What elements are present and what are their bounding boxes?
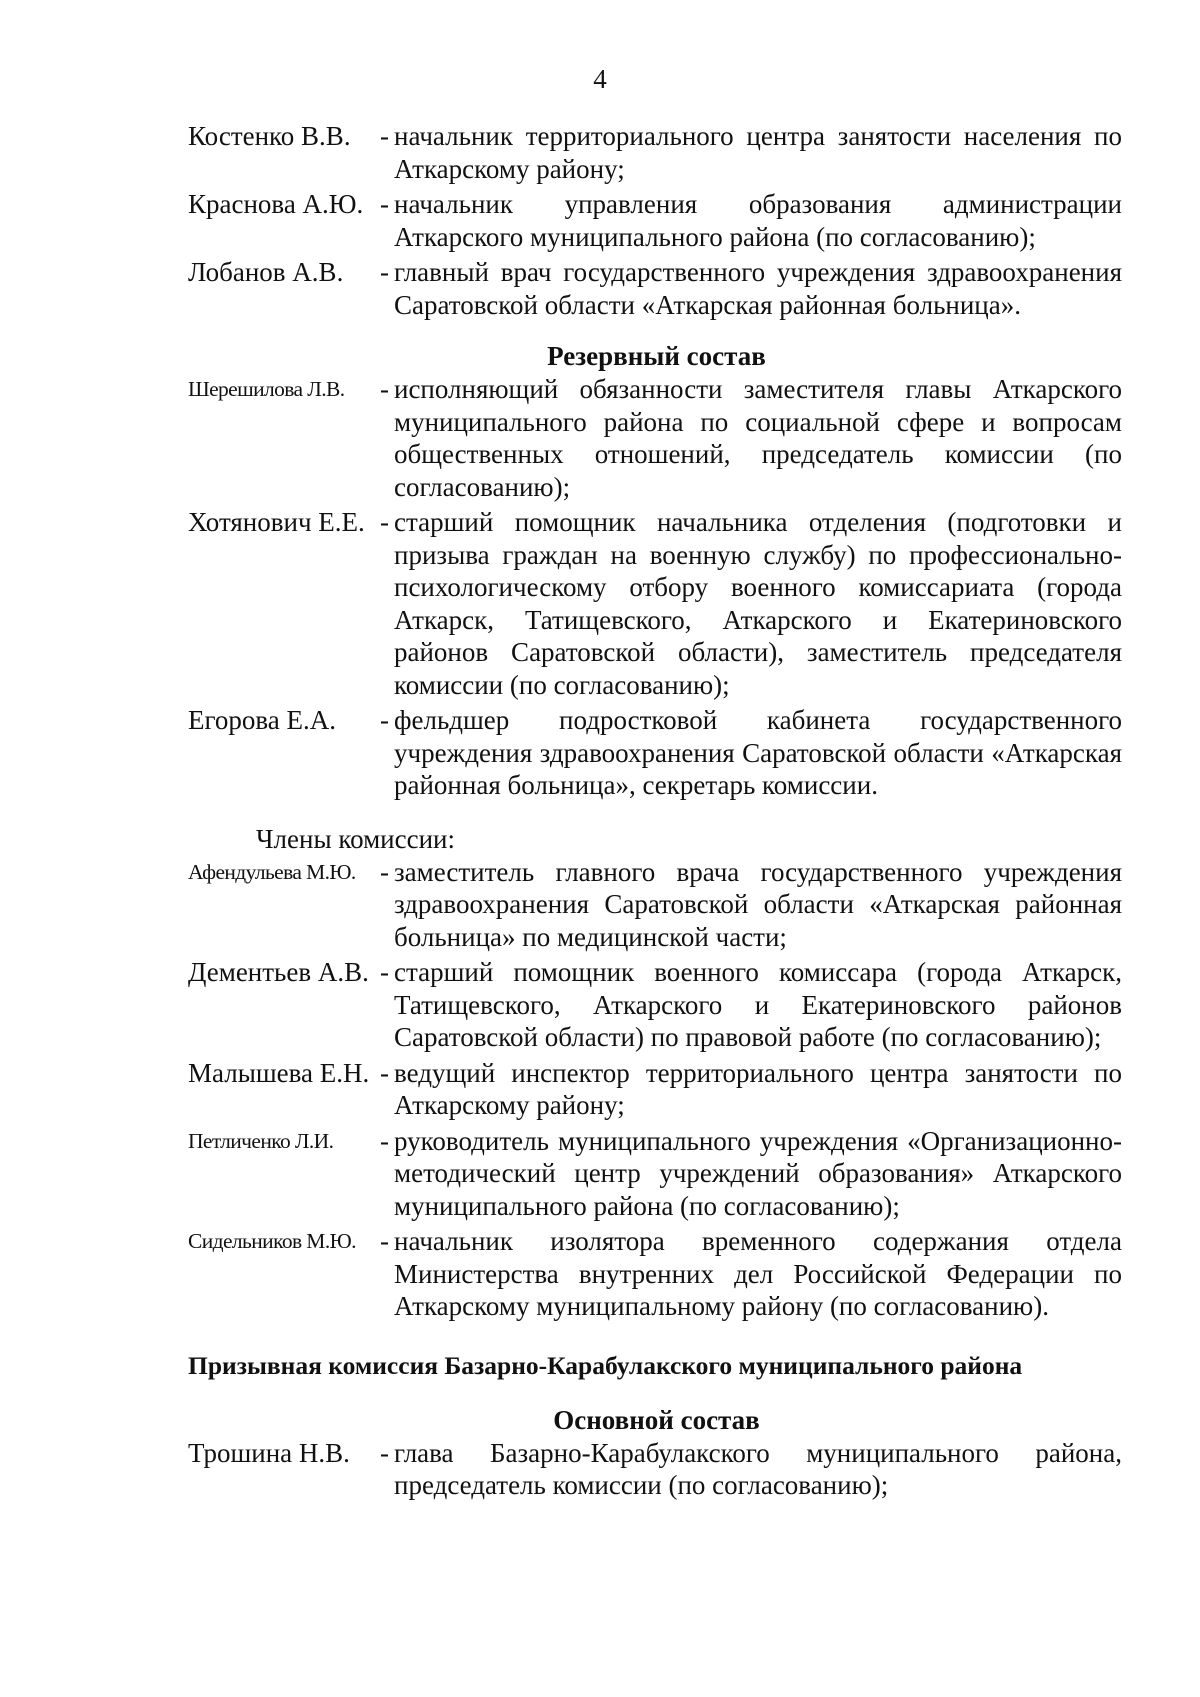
member-entry	[188, 1125, 1122, 1223]
member-description: главный врач государственного учреждения здравоохранения Саратовской области «Аткарская районная больница».	[394, 257, 1122, 320]
member-name: Костенко В.В.	[188, 121, 351, 151]
dash: -	[380, 374, 389, 404]
member-description: глава Базарно-Карабулакского муниципального района, председатель комиссии (по согласованию);	[394, 1437, 1122, 1500]
member-entry	[188, 373, 1122, 503]
dash: -	[380, 1125, 389, 1156]
member-description: начальник территориального центра занятости населения по Аткарскому району;	[394, 121, 1122, 184]
member-name: Краснова А.Ю.	[188, 189, 364, 219]
main-title: Основной состав	[553, 1404, 760, 1435]
dash: -	[380, 957, 389, 987]
dash: -	[380, 1057, 389, 1088]
member-name: Петличенко Л.И.	[188, 1128, 334, 1153]
dash: -	[380, 705, 389, 735]
member-name: Хотянович Е.Е.	[188, 507, 365, 537]
member-entry	[188, 120, 1122, 185]
dash: -	[380, 1226, 389, 1256]
member-description: начальник управления образования администрации Аткарского муниципального района (по согласованию);	[394, 189, 1122, 252]
member-description: заместитель главного врача государственного учреждения здравоохранения Саратовской области «Аткарская районная больница» по медицинской части;	[394, 856, 1122, 952]
member-description: руководитель муниципального учреждения «Организационно-методический центр учреждений образования» Аткарского муниципального района (по согласованию);	[394, 1125, 1122, 1221]
member-entry	[188, 704, 1122, 802]
member-entry	[188, 856, 1122, 954]
commission-title: Призывная комиссия Базарно-Карабулакского муниципального района	[188, 1350, 1023, 1380]
dash: -	[380, 257, 389, 287]
dash: -	[380, 121, 389, 151]
member-name: Сидельников М.Ю.	[188, 1229, 356, 1253]
member-entry	[188, 956, 1122, 1054]
member-entry	[188, 1437, 1122, 1502]
document-body	[188, 120, 1122, 1505]
member-description: фельдшер подростковой кабинета государственного учреждения здравоохранения Саратовской области «Аткарская районная больница», секретарь комиссии.	[394, 705, 1122, 800]
dash: -	[380, 1437, 389, 1468]
dash: -	[380, 189, 389, 219]
members-label: Члены комиссии:	[256, 823, 455, 854]
member-entry	[188, 188, 1122, 253]
member-entry	[188, 506, 1122, 701]
member-description: старший помощник военного комиссара (города Аткарск, Татищевского, Аткарского и Екатериновского районов Саратовской области) по правовой работе (по согласованию);	[394, 957, 1122, 1052]
member-name: Афендульева М.Ю.	[188, 859, 356, 884]
member-name: Трошина Н.В.	[188, 1437, 350, 1468]
member-name: Егорова Е.А.	[188, 705, 337, 735]
dash: -	[380, 856, 389, 887]
member-name: Дементьев А.В.	[188, 957, 369, 987]
member-description: исполняющий обязанности заместителя главы Аткарского муниципального района по социальной сфере и вопросам общественных отношений, председатель комиссии (по согласованию);	[394, 374, 1122, 502]
member-name: Шерешилова Л.В.	[188, 377, 345, 401]
member-entry	[188, 1057, 1122, 1122]
member-entry	[188, 256, 1122, 321]
reserve-title: Резервный состав	[547, 341, 766, 371]
member-description: старший помощник начальника отделения (подготовки и призыва граждан на военную службу) по профессионально-психологическому отбору военного комиссариата (города Аткарск, Татищевского, Аткарского и Екатериновского районов Саратовской области), заместитель председателя комиссии (по согласованию);	[394, 507, 1122, 700]
dash: -	[380, 507, 389, 537]
member-name: Малышева Е.Н.	[188, 1057, 370, 1088]
member-name: Лобанов А.В.	[188, 257, 344, 287]
member-description: начальник изолятора временного содержания отдела Министерства внутренних дел Российской Федерации по Аткарскому муниципальному району (по согласованию).	[394, 1226, 1122, 1321]
page-number: 4	[593, 64, 607, 94]
member-entry	[188, 1225, 1122, 1323]
member-description: ведущий инспектор территориального центра занятости по Аткарскому району;	[394, 1057, 1122, 1120]
